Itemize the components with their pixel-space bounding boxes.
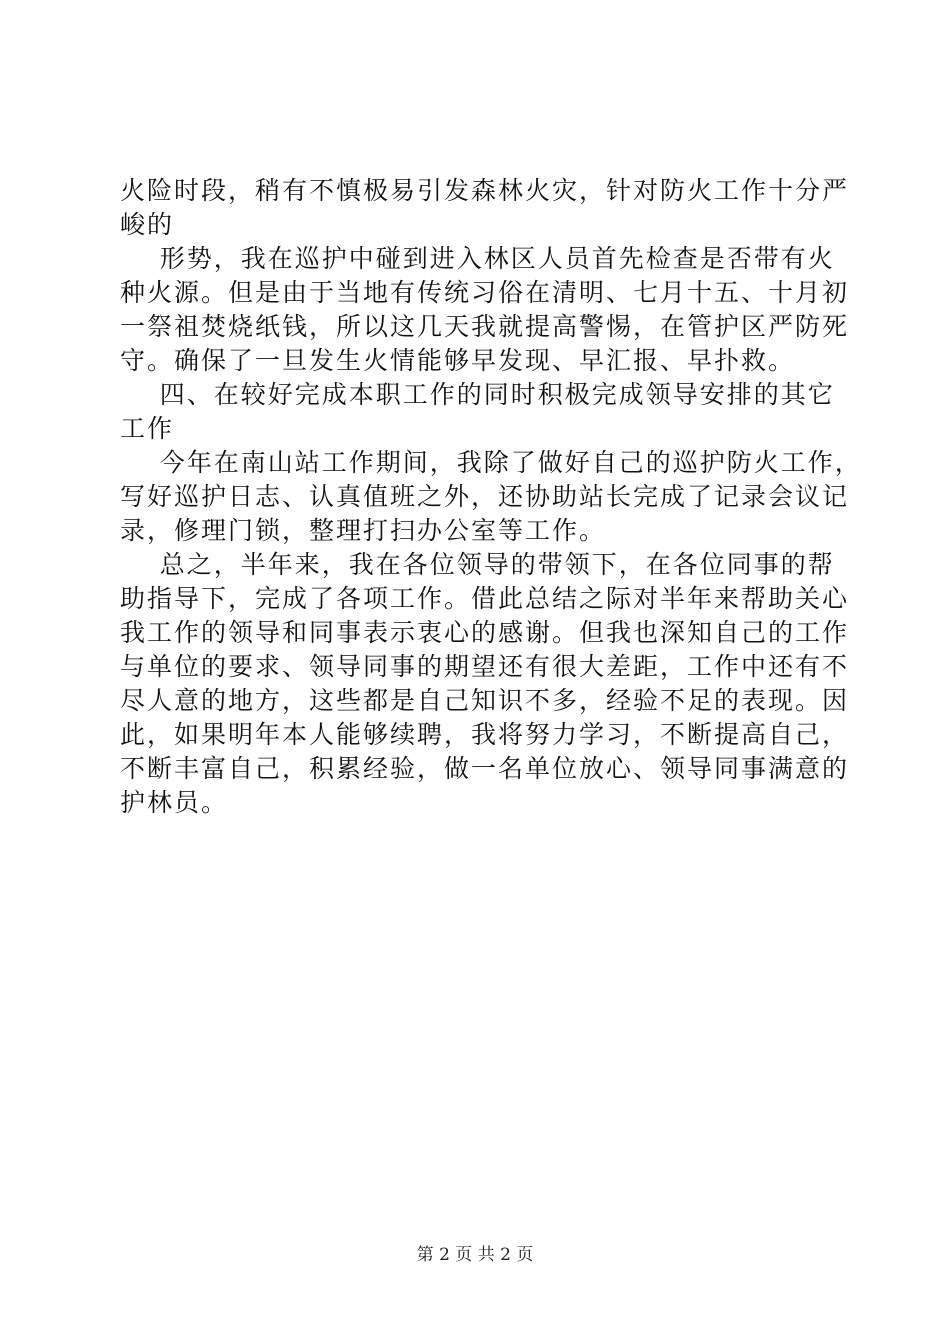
text-line: 总之，半年来，我在各位领导的带领下，在各位同事的帮 xyxy=(120,550,835,579)
text-line: 助指导下，完成了各项工作。借此总结之际对半年来帮助关心 xyxy=(120,584,850,613)
text-line: 写好巡护日志、认真值班之外，还协助站长完成了记录会议记 xyxy=(120,482,850,511)
section-heading-line: 工作 xyxy=(120,414,175,443)
text-line: 护林员。 xyxy=(120,788,229,817)
text-line: 峻的 xyxy=(120,210,175,239)
text-line: 种火源。但是由于当地有传统习俗在清明、七月十五、十月初 xyxy=(120,278,850,307)
text-line: 我工作的领导和同事表示衷心的感谢。但我也深知自己的工作 xyxy=(120,618,850,647)
text-line: 守。确保了一旦发生火情能够早发现、早汇报、早扑救。 xyxy=(120,346,796,375)
text-line: 不断丰富自己，积累经验，做一名单位放心、领导同事满意的 xyxy=(120,754,850,783)
text-line: 一祭祖焚烧纸钱，所以这几天我就提高警惕，在管护区严防死 xyxy=(120,312,850,341)
text-line: 尽人意的地方，这些都是自己知识不多，经验不足的表现。因 xyxy=(120,686,850,715)
text-line: 今年在南山站工作期间，我除了做好自己的巡护防火工作， xyxy=(120,448,862,477)
section-heading-line: 四、在较好完成本职工作的同时积极完成领导安排的其它 xyxy=(120,380,835,409)
page-footer: 第 2 页 共 2 页 xyxy=(416,1245,534,1265)
text-line: 此，如果明年本人能够续聘，我将努力学习，不断提高自己， xyxy=(120,720,850,749)
text-line: 与单位的要求、领导同事的期望还有很大差距，工作中还有不 xyxy=(120,652,850,681)
text-line: 火险时段，稍有不慎极易引发森林火灾，针对防火工作十分严 xyxy=(120,176,850,205)
document-body xyxy=(120,174,862,820)
text-line: 形势，我在巡护中碰到进入林区人员首先检查是否带有火 xyxy=(120,244,835,273)
text-line: 录，修理门锁，整理打扫办公室等工作。 xyxy=(120,516,607,545)
